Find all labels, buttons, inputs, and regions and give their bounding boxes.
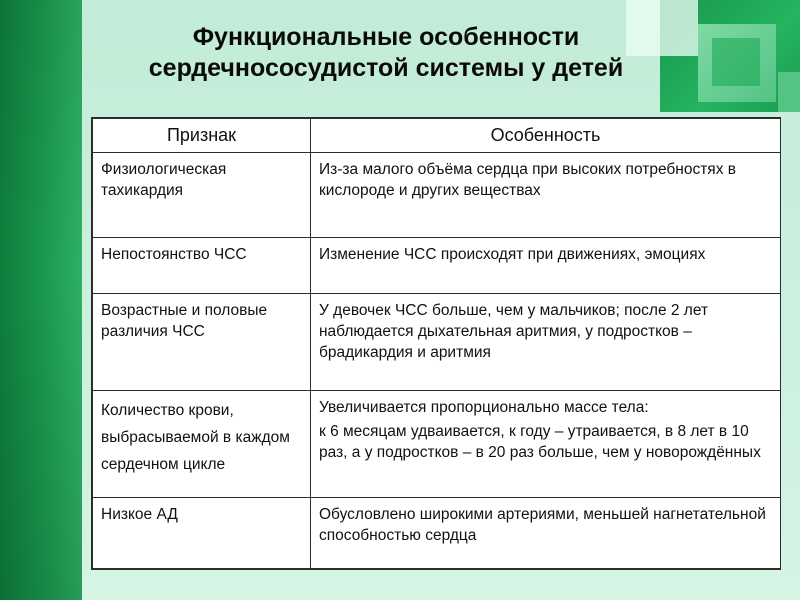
features-table-container bbox=[92, 118, 780, 569]
table-cell-feature bbox=[311, 391, 781, 498]
table-row bbox=[93, 391, 781, 498]
table-cell-sign: Физиологическая тахикардия bbox=[93, 153, 311, 238]
column-header-sign: Признак bbox=[93, 119, 311, 153]
table-cell-sign: Непостоянство ЧСС bbox=[93, 238, 311, 294]
table-cell-feature: Обусловлено широкими артериями, меньшей нагнетательной способностью сердца bbox=[311, 498, 781, 569]
table-row bbox=[93, 153, 781, 238]
table-cell-sign: Возрастные и половые различия ЧСС bbox=[93, 294, 311, 391]
corner-decoration-inner-square bbox=[712, 38, 760, 86]
slide-title-line-2: сердечнососудистой системы у детей bbox=[148, 54, 624, 82]
table-row bbox=[93, 498, 781, 569]
table-cell-feature-line-2: к 6 месяцам удваивается, к году – утраивается, в 8 лет в 10 раз, а у подростков – в 20 раз больше, чем у новорождённых bbox=[319, 423, 761, 461]
table-row bbox=[93, 294, 781, 391]
column-header-feature: Особенность bbox=[311, 119, 781, 153]
table-cell-feature: Из-за малого объёма сердца при высоких потребностях в кислороде и других веществах bbox=[311, 153, 781, 238]
table-cell-feature: Изменение ЧСС происходят при движениях, эмоциях bbox=[311, 238, 781, 294]
table-cell-feature-line-1: Увеличивается пропорционально массе тела: bbox=[319, 399, 649, 416]
slide-title-line-1: Функциональные особенности bbox=[192, 23, 580, 51]
table-row bbox=[93, 238, 781, 294]
left-band-shade bbox=[0, 0, 82, 600]
table-cell-feature: У девочек ЧСС больше, чем у мальчиков; после 2 лет наблюдается дыхательная аритмия, у подростков – брадикардия и аритмия bbox=[311, 294, 781, 391]
slide-title bbox=[96, 22, 676, 84]
table-header-row bbox=[93, 119, 781, 153]
features-table bbox=[92, 118, 781, 569]
table-cell-sign: Количество крови, выбрасываемой в каждом сердечном цикле bbox=[93, 391, 311, 498]
corner-decoration-edge-square bbox=[778, 72, 800, 112]
table-cell-sign: Низкое АД bbox=[93, 498, 311, 569]
